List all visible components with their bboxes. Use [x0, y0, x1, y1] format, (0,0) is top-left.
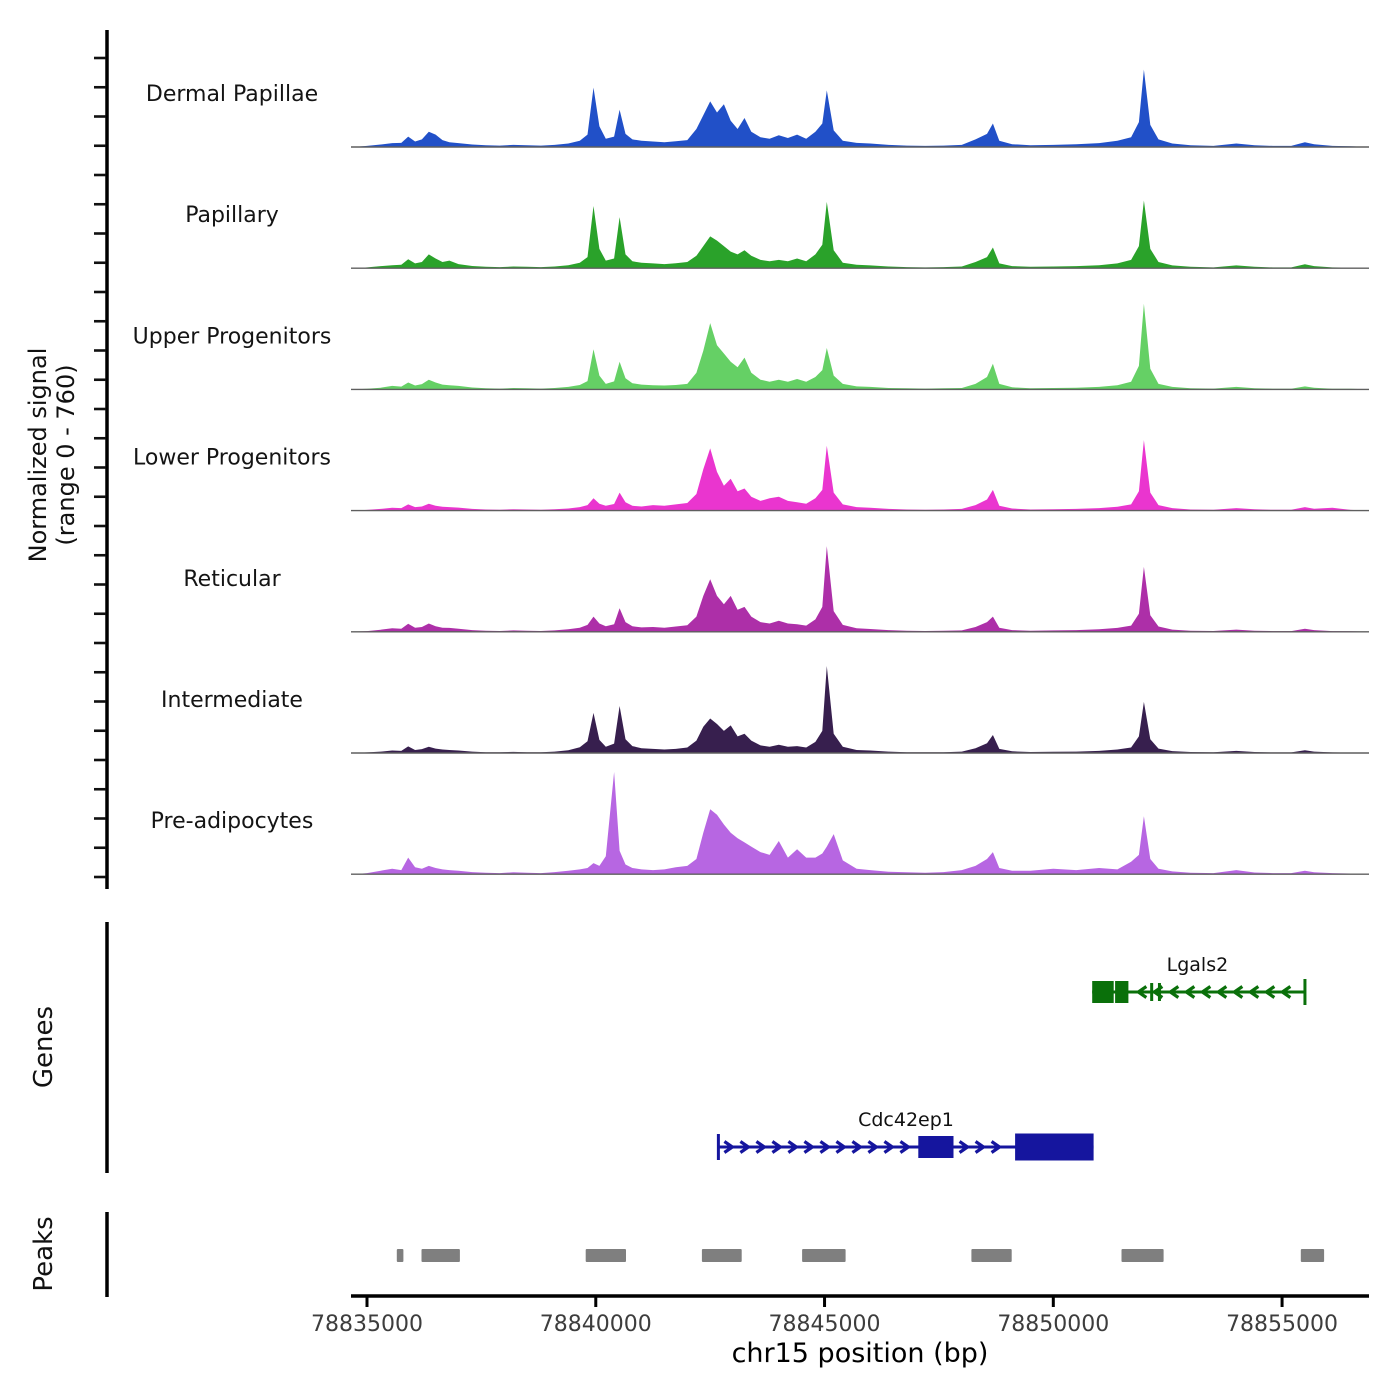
signal-area — [353, 70, 1369, 147]
peak-interval — [422, 1249, 460, 1262]
gene-exon-box — [1092, 981, 1114, 1003]
track-label: Upper Progenitors — [132, 324, 332, 350]
track-label: Reticular — [183, 566, 281, 592]
y-axis-label-line1: Normalized signal — [24, 347, 52, 563]
track-label: Papillary — [185, 203, 279, 229]
track-label: Intermediate — [161, 688, 303, 713]
peak-interval — [702, 1249, 742, 1262]
peak-interval — [1301, 1249, 1324, 1262]
x-axis-tick-label: 78840000 — [539, 1312, 652, 1337]
genes-axis-label: Genes — [29, 1005, 59, 1089]
gene-exon-box — [1015, 1134, 1094, 1161]
genes-group — [718, 954, 1305, 1161]
peaks-axis-label: Peaks — [29, 1216, 59, 1292]
gene-exon-box — [1115, 981, 1128, 1003]
signal-area — [353, 440, 1369, 511]
gene-model — [1092, 954, 1305, 1005]
track-label: Lower Progenitors — [133, 445, 331, 471]
peak-interval — [397, 1249, 404, 1262]
y-axis-label-line2: (range 0 - 760) — [52, 364, 80, 546]
track-label: Dermal Papillae — [145, 82, 319, 107]
track-label: Pre-adipocytes — [150, 809, 314, 835]
x-axis-tick-label: 78845000 — [768, 1312, 881, 1337]
x-axis-group — [311, 1296, 1369, 1337]
signal-area — [353, 201, 1369, 269]
gene-model — [718, 1109, 1093, 1161]
gene-exon-box — [918, 1136, 953, 1158]
x-axis-title: chr15 position (bp) — [731, 1338, 989, 1369]
x-axis-tick-label: 78855000 — [1226, 1312, 1339, 1337]
peaks-group — [397, 1249, 1324, 1262]
gene-name-label: Lgals2 — [1166, 954, 1229, 976]
gene-name-label: Cdc42ep1 — [858, 1109, 954, 1131]
peak-interval — [802, 1249, 846, 1262]
signal-area — [353, 772, 1369, 874]
signal-area — [353, 666, 1369, 753]
x-axis-tick-label: 78850000 — [997, 1312, 1110, 1337]
signal-area — [353, 546, 1369, 632]
signal-tracks-group — [133, 70, 1369, 875]
signal-area — [353, 304, 1369, 390]
x-axis-tick-label: 78835000 — [311, 1312, 424, 1337]
left-axes-group — [94, 30, 107, 1297]
peak-interval — [1122, 1249, 1164, 1262]
peak-interval — [971, 1249, 1011, 1262]
peak-interval — [586, 1249, 626, 1262]
